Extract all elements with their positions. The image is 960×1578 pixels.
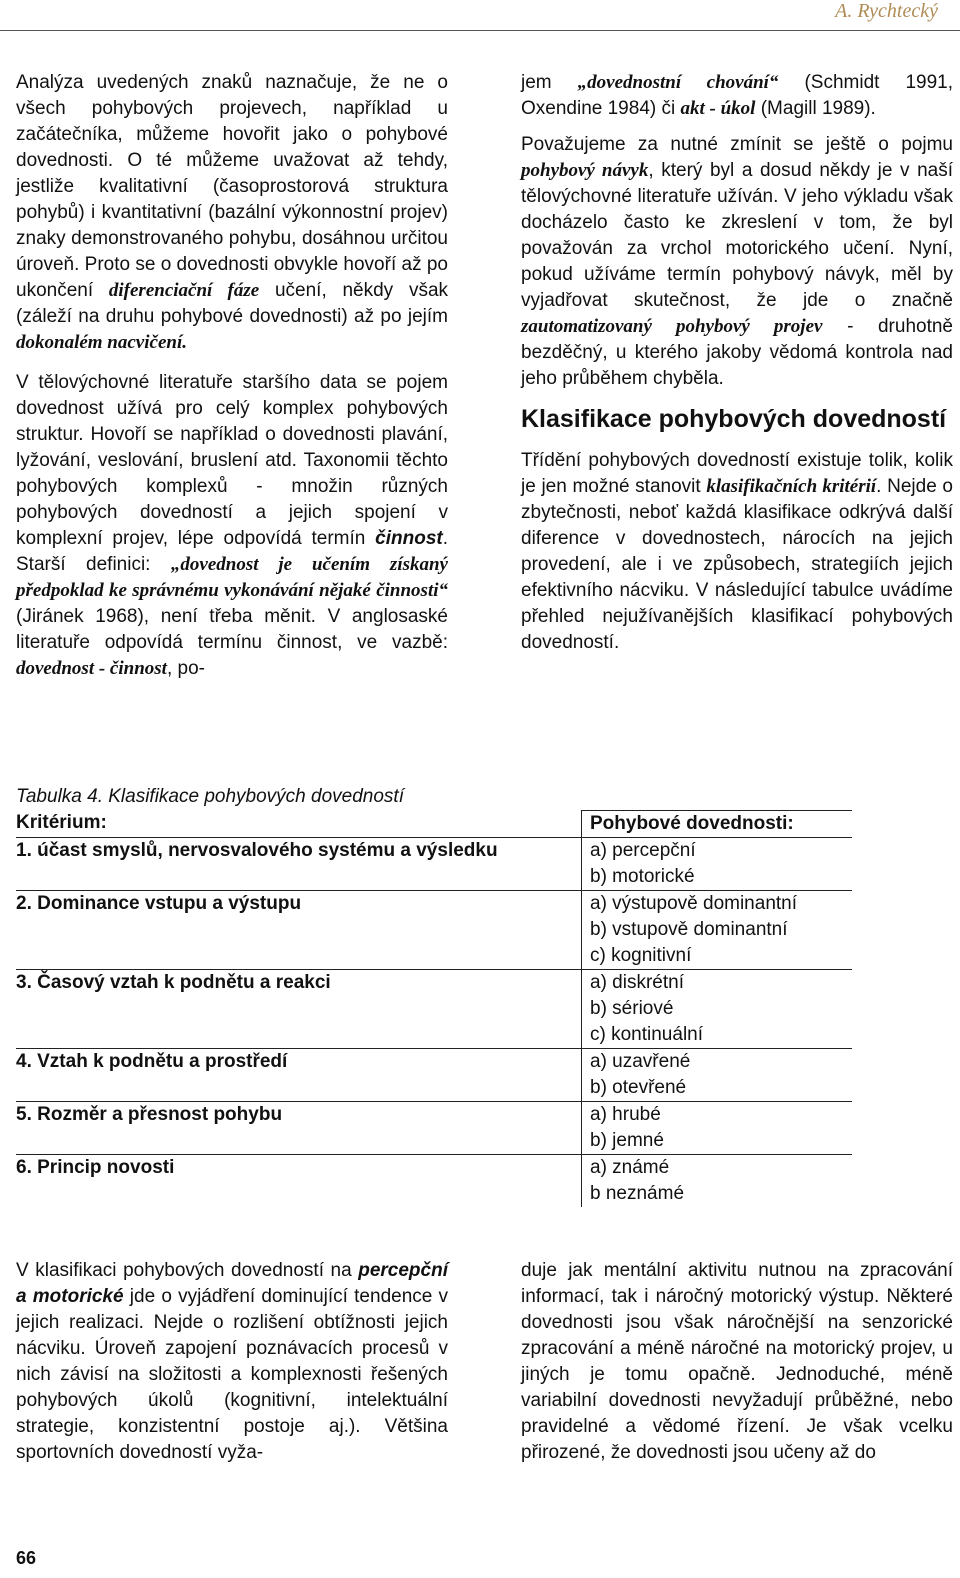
column-header-skills: Pohybové dovednosti: <box>581 810 852 837</box>
text-run: učení, někdy však (záleží na druhu pohybové dovednosti) až po jejím <box>16 280 449 327</box>
criterion-cell: 2. Dominance vstupu a výstupu <box>16 893 302 914</box>
skill-item: b) sériové <box>590 998 674 1019</box>
left-column <box>16 70 448 682</box>
paragraph <box>521 448 953 656</box>
skills-cell <box>581 1102 852 1154</box>
criterion-cell: 3. Časový vztah k podnětu a reakci <box>16 972 331 993</box>
page-number: 66 <box>16 1548 37 1568</box>
text-run: (Schmidt 1991, Oxendine 1984) či <box>521 72 954 119</box>
text-run: - druhotně bezděčný, u kterého jakoby vědomá kontrola nad jeho průběhem chyběla. <box>521 316 953 389</box>
text-run: , který byl a dosud někdy je v naší tělovýchovné literatuře užíván. V jeho výkladu však docházelo často ke zkreslení v tom, že byl považován za vrchol motorického učení. Nyní, pokud užíváme termín pohybový návyk, měl by vyjadřovat skutečnost, že jde o značně <box>521 160 953 311</box>
skill-item: b) motorické <box>590 866 695 887</box>
emphasis: diferenciační fáze <box>108 280 260 301</box>
emphasis: činnost <box>375 528 443 549</box>
criterion-cell: 5. Rozměr a přesnost pohybu <box>16 1104 283 1125</box>
text-run: V klasifikaci pohybových dovedností na <box>16 1260 352 1281</box>
skill-item: a) diskrétní <box>590 972 684 993</box>
right-column <box>521 70 953 656</box>
emphasis: pohybový návyk <box>521 160 649 181</box>
skills-cell <box>581 1049 852 1101</box>
classification-table <box>16 784 852 1207</box>
emphasis: dovednost - činnost <box>16 658 167 679</box>
paragraph <box>16 370 448 682</box>
paragraph <box>16 1258 448 1466</box>
table-body <box>16 837 852 1207</box>
skill-item: a) známé <box>590 1157 670 1178</box>
table-header-row <box>16 810 852 837</box>
skill-item: b neznámé <box>590 1183 685 1204</box>
text-run: . Nejde o zbytečnosti, neboť každá klasifikace odkrývá další diference v dovednostech, nárocích na jejich provedení, ale i ve způsobech, strategiích jejich efektivního nácviku. V následující tabulce uvádíme přehled nejužívanějších klasifikací pohybových dovedností. <box>521 476 953 653</box>
skill-item: b) jemné <box>590 1130 664 1151</box>
table-row <box>16 837 852 890</box>
skills-cell <box>581 970 852 1048</box>
skills-cell <box>581 1155 852 1207</box>
bottom-right-column <box>521 1258 953 1466</box>
text-run: Považujeme za nutné zmínit se ještě o pojmu <box>521 134 953 155</box>
running-header <box>0 0 960 31</box>
table-row <box>16 1048 852 1101</box>
paragraph <box>521 132 953 392</box>
emphasis: zautomatizovaný pohybový projev <box>521 316 823 337</box>
table-row <box>16 1101 852 1154</box>
text-run: (Magill 1989). <box>760 98 876 119</box>
text-run: Třídění pohybových dovedností existuje tolik, kolik je jen možné stanovit <box>521 450 953 497</box>
column-header-criterion: Kritérium: <box>16 812 107 833</box>
section-heading: Klasifikace pohybových dovedností <box>521 405 947 433</box>
bottom-left-column <box>16 1258 448 1466</box>
skill-item: a) percepční <box>590 840 696 861</box>
skill-item: b) vstupově dominantní <box>590 919 788 940</box>
skills-cell <box>581 891 852 969</box>
emphasis: „dovednostní chování“ <box>577 72 779 93</box>
skill-item: a) výstupově dominantní <box>590 893 798 914</box>
definition-quote: „dovednost je učením získaný předpoklad ke správnému vykonávání nějaké činnosti“ <box>16 554 448 601</box>
criterion-cell: 4. Vztah k podnětu a prostředí <box>16 1051 288 1072</box>
table-row <box>16 1154 852 1207</box>
table-row <box>16 890 852 969</box>
emphasis: akt - úkol <box>680 98 756 119</box>
skill-item: a) uzavřené <box>590 1051 691 1072</box>
skill-item: c) kontinuální <box>590 1024 704 1045</box>
skill-item: a) hrubé <box>590 1104 661 1125</box>
header-author: A. Rychtecký <box>835 0 938 22</box>
skill-item: c) kognitivní <box>590 945 692 966</box>
paragraph <box>521 70 953 122</box>
emphasis: dokonalém nacvičení. <box>16 332 187 353</box>
skill-item: b) otevřené <box>590 1077 687 1098</box>
emphasis: klasifikačních kritérií <box>706 476 877 497</box>
text-run: V tělovýchovné literatuře staršího data se pojem dovednost užívá pro celý komplex pohybových struktur. Hovoří se například o dovednosti plavání, lyžování, veslování, bruslení atd. Taxonomii těchto pohybových komplexů - množin různých pohybových dovedností a jejich spojení v komplexní projev, lépe odpovídá termín <box>16 372 448 549</box>
criterion-cell: 6. Princip novosti <box>16 1157 175 1178</box>
table-row <box>16 969 852 1048</box>
table-caption: Tabulka 4. Klasifikace pohybových dovedností <box>16 786 404 807</box>
emphasis: percepční a motorické <box>16 1260 448 1307</box>
text-run: (Jiránek 1968), není třeba měnit. V anglosaské literatuře odpovídá termínu činnost, ve vazbě: <box>16 606 448 653</box>
paragraph: duje jak mentální aktivitu nutnou na zpracování informací, tak i náročný motorický výstup. Některé dovednosti jsou však náročnější na senzorické zpracování a méně náročné na motorický projev, u jiných je tomu opačně. Jednoduché, méně variabilní dovednosti nevyžadují průběžné, nebo pravidelné a vědomé řízení. Je však vcelku přirozené, že dovednosti jsou učeny až do <box>521 1260 953 1463</box>
skills-cell <box>581 838 852 890</box>
text-run: Analýza uvedených znaků naznačuje, že ne o všech pohybových projevech, například u začátečníka, můžeme hovořit jako o pohybové dovednosti. O té můžeme uvažovat až tehdy, jestliže kvalitativní (časoprostorová struktura pohybů) i kvantitativní (bazální výkonnostní projev) znaky demonstrovaného pohybu, dosáhnou určitou úroveň. Proto se o dovednosti obvykle hovoří až po ukončení <box>16 72 448 301</box>
text-run: jem <box>521 72 552 93</box>
paragraph <box>16 70 448 356</box>
text-run: , po- <box>166 658 205 679</box>
text-run: jde o vyjádření dominující tendence v jejich realizaci. Nejde o rozlišení obtížnosti jejich nácviku. Úroveň zapojení poznávacích procesů v nich závisí na složitosti a komplexnosti řešených pohybových úkolů (kognitivní, intelektuální strategie, konzistentní postoje aj.). Většina sportovních dovedností vyža- <box>16 1286 449 1463</box>
text-run: . Starší definici: <box>16 528 449 575</box>
criterion-cell: 1. účast smyslů, nervosvalového systému a výsledku <box>16 840 498 861</box>
